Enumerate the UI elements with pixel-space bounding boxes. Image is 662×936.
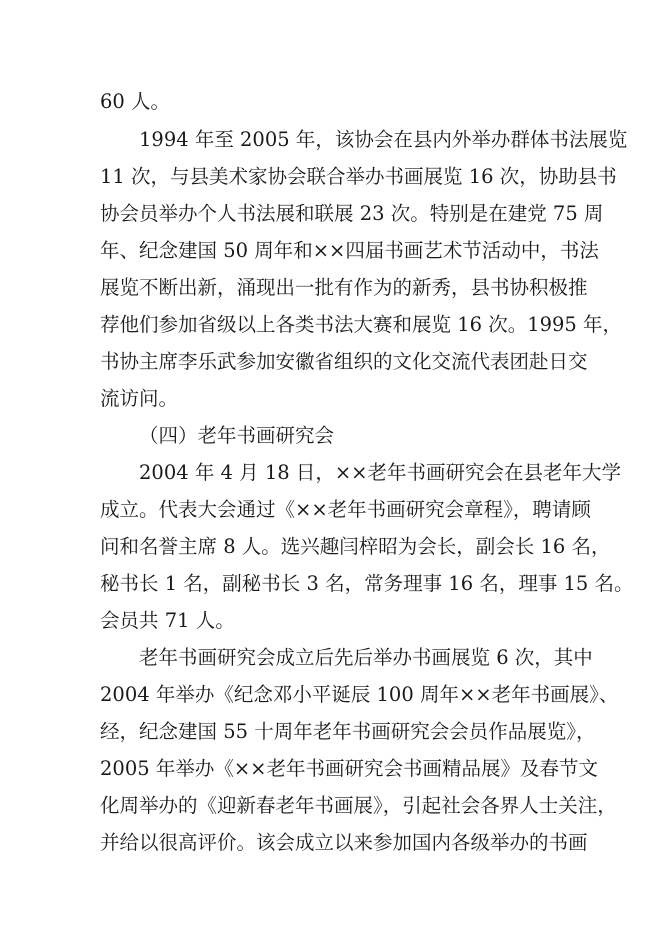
text-line: 流访问。 — [100, 387, 179, 410]
section-heading: （四）老年书画研究会 — [139, 424, 335, 447]
paragraph-start-line: 2004 年 4 月 18 日，××老年书画研究会在县老年大学 — [139, 461, 622, 484]
text-line: 书协主席李乐武参加安徽省组织的文化交流代表团赴日交 — [100, 350, 588, 373]
text-line: 年、纪念建国 50 周年和××四届书画艺术节活动中，书法 — [100, 239, 599, 262]
text-line: 2004 年举办《纪念邓小平诞辰 100 周年××老年书画展》、 — [100, 683, 619, 706]
paragraph-start-line: 老年书画研究会成立后先后举办书画展览 6 次，其中 — [139, 646, 593, 669]
text-line: 60 人。 — [100, 90, 171, 113]
text-line: 2005 年举办《××老年书画研究会书画精品展》及春节文 — [100, 757, 599, 780]
text-line: 秘书长 1 名，副秘书长 3 名，常务理事 16 名，理事 15 名。 — [100, 572, 634, 595]
text-line: 经，纪念建国 55 十周年老年书画研究会会员作品展览》， — [100, 720, 596, 743]
paragraph-start-line: 1994 年至 2005 年，该协会在县内外举办群体书法展览 — [139, 128, 628, 151]
text-line: 会员共 71 人。 — [100, 609, 235, 632]
text-line: 展览不断出新，涌现出一批有作为的新秀，县书协积极推 — [100, 276, 588, 299]
text-line: 化周举办的《迎新春老年书画展》，引起社会各界人士关注， — [100, 794, 617, 817]
text-line: 问和名誉主席 8 人。选兴趣闫梓昭为会长，副会长 16 名， — [100, 535, 611, 558]
text-line: 成立。代表大会通过《××老年书画研究会章程》，聘请顾 — [100, 498, 591, 521]
text-line: 荐他们参加省级以上各类书法大赛和展览 16 次。1995 年， — [100, 313, 623, 336]
text-line: 协会员举办个人书法展和联展 23 次。特别是在建党 75 周 — [100, 202, 604, 225]
text-line: 并给以很高评价。该会成立以来参加国内各级举办的书画 — [100, 831, 588, 854]
text-line: 11 次，与县美术家协会联合举办书画展览 16 次，协助县书 — [100, 165, 617, 188]
